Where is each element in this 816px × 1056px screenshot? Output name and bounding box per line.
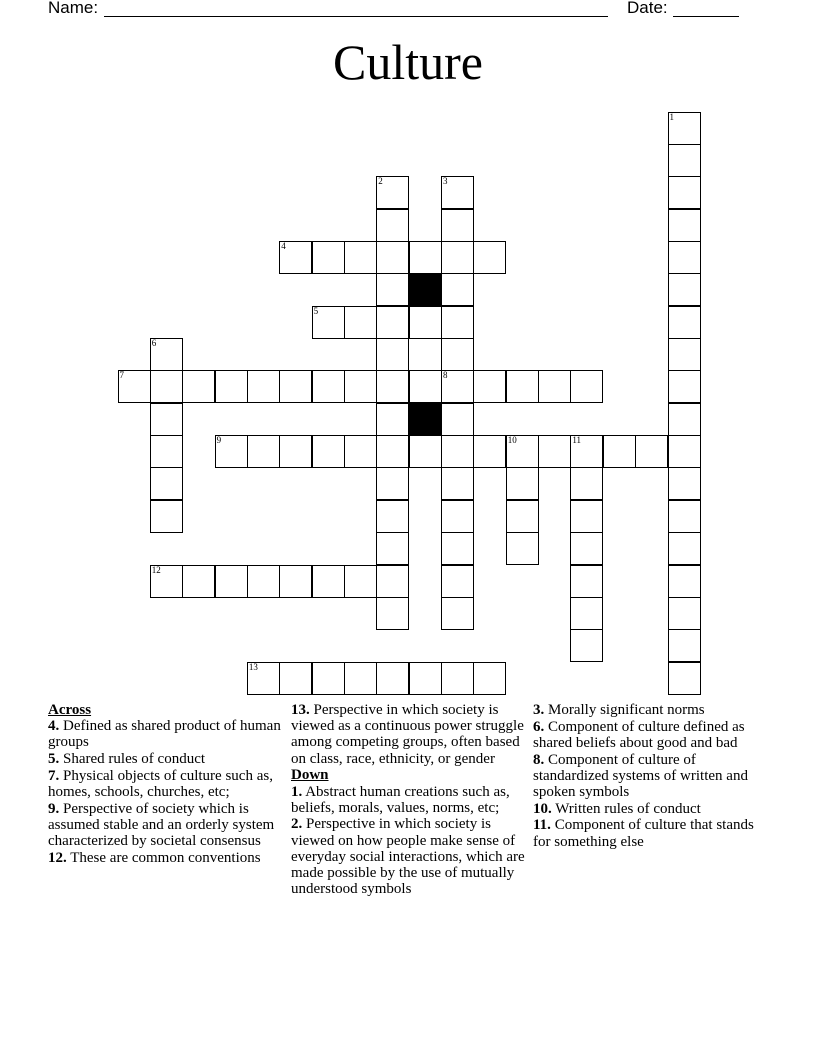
clue-number: 9. xyxy=(48,800,60,817)
clue-number: 3. xyxy=(533,702,545,718)
answer-cell[interactable] xyxy=(441,370,474,403)
answer-cell[interactable] xyxy=(376,273,409,306)
answer-cell[interactable] xyxy=(570,532,603,565)
clue-number-label: 5 xyxy=(313,305,319,316)
answer-cell[interactable] xyxy=(150,370,183,403)
clue-down-6 xyxy=(533,719,769,751)
clues-column-1 xyxy=(48,702,284,867)
answer-cell[interactable] xyxy=(473,662,506,695)
answer-cell[interactable] xyxy=(473,370,506,403)
clue-text: Written rules of conduct xyxy=(555,800,701,817)
answer-cell[interactable] xyxy=(441,500,474,533)
answer-cell[interactable] xyxy=(441,403,474,436)
clue-number: 2. xyxy=(291,816,303,833)
answer-cell[interactable] xyxy=(506,500,539,533)
answer-cell[interactable] xyxy=(182,370,215,403)
answer-cell[interactable] xyxy=(215,565,248,598)
answer-cell[interactable] xyxy=(344,370,377,403)
answer-cell[interactable] xyxy=(668,112,701,145)
answer-cell[interactable] xyxy=(668,306,701,339)
clue-number-label: 10 xyxy=(507,435,517,446)
answer-cell[interactable] xyxy=(376,306,409,339)
page-title: Culture xyxy=(333,34,483,90)
answer-cell[interactable] xyxy=(668,403,701,436)
clue-down-8 xyxy=(533,752,769,801)
answer-cell[interactable] xyxy=(570,435,603,468)
answer-cell[interactable] xyxy=(668,532,701,565)
answer-cell[interactable] xyxy=(312,435,345,468)
answer-cell[interactable] xyxy=(344,241,377,274)
clue-down-3 xyxy=(533,702,769,718)
answer-cell[interactable] xyxy=(441,662,474,695)
answer-cell[interactable] xyxy=(441,209,474,242)
answer-cell[interactable] xyxy=(668,467,701,500)
answer-cell[interactable] xyxy=(376,403,409,436)
clue-across-12 xyxy=(48,850,284,866)
name-label: Name: xyxy=(48,0,99,17)
answer-cell[interactable] xyxy=(150,565,183,598)
answer-cell[interactable] xyxy=(118,370,151,403)
answer-cell[interactable] xyxy=(312,565,345,598)
clue-number: 6. xyxy=(533,718,545,735)
clue-number-label: 11 xyxy=(572,435,582,446)
answer-cell[interactable] xyxy=(668,435,701,468)
clue-number: 5. xyxy=(48,751,60,768)
clue-across-4 xyxy=(48,718,284,750)
answer-cell[interactable] xyxy=(344,435,377,468)
across-heading: Across xyxy=(48,702,92,718)
answer-cell[interactable] xyxy=(409,662,442,695)
clue-text: Perspective of society which is assumed stable and an orderly system characterized by societal consensus xyxy=(48,800,275,850)
down-heading: Down xyxy=(291,767,329,784)
clue-down-11 xyxy=(533,817,769,849)
clue-text: Defined as shared product of human groups xyxy=(48,718,281,751)
clue-number: 4. xyxy=(48,718,60,735)
answer-cell[interactable] xyxy=(312,306,345,339)
clue-down-10 xyxy=(533,801,769,817)
answer-cell[interactable] xyxy=(247,370,280,403)
answer-cell[interactable] xyxy=(668,273,701,306)
answer-cell[interactable] xyxy=(506,370,539,403)
answer-cell[interactable] xyxy=(376,597,409,630)
answer-cell[interactable] xyxy=(570,467,603,500)
answer-cell[interactable] xyxy=(570,565,603,598)
clue-text: Component of culture of standardized systems of written and spoken symbols xyxy=(533,751,748,801)
answer-cell[interactable] xyxy=(538,435,571,468)
black-square xyxy=(409,403,442,436)
answer-cell[interactable] xyxy=(668,370,701,403)
clue-text: Component of culture defined as shared beliefs about good and bad xyxy=(533,718,745,751)
answer-cell[interactable] xyxy=(344,662,377,695)
black-square xyxy=(409,273,442,306)
clue-text: Component of culture that stands for something else xyxy=(533,817,754,850)
answer-cell[interactable] xyxy=(376,435,409,468)
answer-cell[interactable] xyxy=(376,500,409,533)
answer-cell[interactable] xyxy=(409,241,442,274)
answer-cell[interactable] xyxy=(312,241,345,274)
answer-cell[interactable] xyxy=(409,435,442,468)
answer-cell[interactable] xyxy=(506,435,539,468)
answer-cell[interactable] xyxy=(441,597,474,630)
answer-cell[interactable] xyxy=(570,597,603,630)
answer-cell[interactable] xyxy=(570,500,603,533)
answer-cell[interactable] xyxy=(668,144,701,177)
clue-text: Abstract human creations such as, beliefs, morals, values, norms, etc; xyxy=(291,783,510,816)
answer-cell[interactable] xyxy=(312,662,345,695)
clue-text: Physical objects of culture such as, homes, schools, churches, etc; xyxy=(48,767,273,801)
answer-cell[interactable] xyxy=(150,338,183,371)
answer-cell[interactable] xyxy=(441,273,474,306)
answer-cell[interactable] xyxy=(668,241,701,274)
clue-down-1 xyxy=(291,784,527,816)
answer-cell[interactable] xyxy=(182,565,215,598)
answer-cell[interactable] xyxy=(441,435,474,468)
clue-text: Morally significant norms xyxy=(548,702,705,718)
clue-number-label: 12 xyxy=(151,564,161,575)
answer-cell[interactable] xyxy=(344,306,377,339)
answer-cell[interactable] xyxy=(668,500,701,533)
answer-cell[interactable] xyxy=(506,467,539,500)
answer-cell[interactable] xyxy=(506,532,539,565)
clue-across-13 xyxy=(291,702,527,767)
answer-cell[interactable] xyxy=(441,467,474,500)
answer-cell[interactable] xyxy=(603,435,636,468)
answer-cell[interactable] xyxy=(441,176,474,209)
answer-cell[interactable] xyxy=(668,565,701,598)
clue-number: 12. xyxy=(48,849,67,866)
answer-cell[interactable] xyxy=(668,597,701,630)
clue-across-5 xyxy=(48,751,284,767)
clue-number-label: 9 xyxy=(216,435,222,446)
clue-text: These are common conventions xyxy=(70,849,261,866)
clue-number: 11. xyxy=(533,817,551,834)
answer-cell[interactable] xyxy=(279,565,312,598)
answer-cell[interactable] xyxy=(247,662,280,695)
clue-number: 13. xyxy=(291,702,310,718)
answer-cell[interactable] xyxy=(376,209,409,242)
answer-cell[interactable] xyxy=(312,370,345,403)
clue-number-label: 13 xyxy=(248,661,258,672)
answer-cell[interactable] xyxy=(376,176,409,209)
answer-cell[interactable] xyxy=(409,370,442,403)
answer-cell[interactable] xyxy=(441,241,474,274)
answer-cell[interactable] xyxy=(376,532,409,565)
answer-cell[interactable] xyxy=(376,662,409,695)
answer-cell[interactable] xyxy=(376,565,409,598)
answer-cell[interactable] xyxy=(570,629,603,662)
answer-cell[interactable] xyxy=(635,435,668,468)
clue-across-9 xyxy=(48,801,284,850)
clue-number-label: 6 xyxy=(151,338,157,348)
answer-cell[interactable] xyxy=(279,435,312,468)
answer-cell[interactable] xyxy=(376,241,409,274)
clues-column-2 xyxy=(291,702,527,898)
answer-cell[interactable] xyxy=(376,370,409,403)
answer-cell[interactable] xyxy=(473,241,506,274)
answer-cell[interactable] xyxy=(409,306,442,339)
answer-cell[interactable] xyxy=(215,370,248,403)
clue-number: 7. xyxy=(48,767,60,784)
answer-cell[interactable] xyxy=(279,662,312,695)
answer-cell[interactable] xyxy=(441,306,474,339)
answer-cell[interactable] xyxy=(668,176,701,209)
answer-cell[interactable] xyxy=(247,435,280,468)
clue-down-2 xyxy=(291,816,527,897)
answer-cell[interactable] xyxy=(376,338,409,371)
clue-text: Perspective in which society is viewed on how people make sense of everyday social interactions, which are made possible by the use of mutually understood symbols xyxy=(291,816,525,898)
answer-cell[interactable] xyxy=(668,629,701,662)
answer-cell[interactable] xyxy=(150,403,183,436)
clues-column-3 xyxy=(533,702,769,850)
clue-number-label: 8 xyxy=(443,370,448,381)
clue-number-label: 1 xyxy=(669,111,674,122)
answer-cell[interactable] xyxy=(344,565,377,598)
clue-text: Perspective in which society is viewed as a continuous power struggle among competing groups, often based on class, race, ethnicity, or gender xyxy=(291,702,524,767)
answer-cell[interactable] xyxy=(441,565,474,598)
answer-cell[interactable] xyxy=(150,435,183,468)
clue-number: 8. xyxy=(533,751,545,768)
answer-cell[interactable] xyxy=(376,467,409,500)
answer-cell[interactable] xyxy=(441,338,474,371)
answer-cell[interactable] xyxy=(668,338,701,371)
clue-number: 10. xyxy=(533,800,552,817)
answer-cell[interactable] xyxy=(150,467,183,500)
date-label: Date: xyxy=(627,0,668,17)
clue-number: 1. xyxy=(291,783,303,800)
answer-cell[interactable] xyxy=(668,209,701,242)
clue-number-label: 3 xyxy=(443,176,448,187)
answer-cell[interactable] xyxy=(668,662,701,695)
answer-cell[interactable] xyxy=(441,532,474,565)
clue-across-7 xyxy=(48,768,284,800)
answer-cell[interactable] xyxy=(247,565,280,598)
answer-cell[interactable] xyxy=(570,370,603,403)
answer-cell[interactable] xyxy=(279,241,312,274)
answer-cell[interactable] xyxy=(150,500,183,533)
clue-number-label: 2 xyxy=(378,176,383,187)
answer-cell[interactable] xyxy=(279,370,312,403)
clue-number-label: 7 xyxy=(119,370,124,381)
answer-cell[interactable] xyxy=(473,435,506,468)
answer-cell[interactable] xyxy=(215,435,248,468)
clue-number-label: 4 xyxy=(281,241,286,251)
answer-cell[interactable] xyxy=(538,370,571,403)
clue-text: Shared rules of conduct xyxy=(63,751,206,768)
